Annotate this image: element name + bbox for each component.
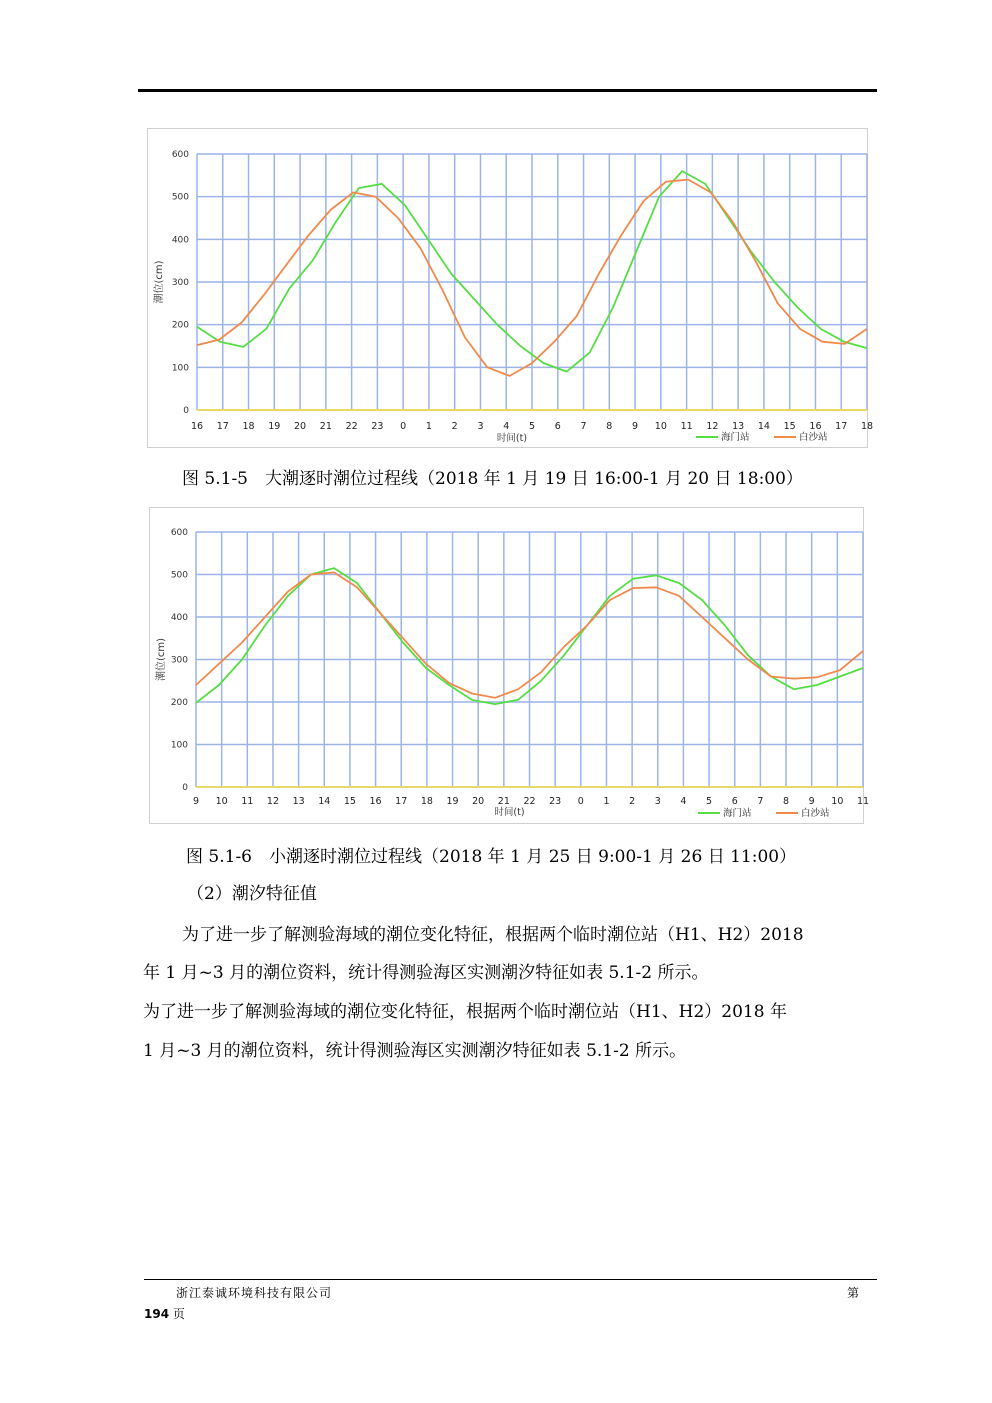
x-tick-label: 19: [268, 421, 281, 432]
x-tick-label: 23: [549, 796, 562, 807]
x-tick-label: 18: [860, 421, 874, 432]
x-tick-label: 17: [216, 421, 229, 432]
x-tick-label: 16: [369, 796, 382, 807]
y-tick-label: 100: [170, 740, 188, 751]
header-rule: [138, 89, 877, 92]
x-tick-label: 0: [400, 421, 407, 432]
figure-caption-5-1-5: 图 5.1-5 大潮逐时潮位过程线（2018 年 1 月 19 日 16:00-1 月 20 日 18:00）: [182, 469, 803, 489]
x-tick-label: 11: [680, 421, 693, 432]
x-tick-label: 17: [395, 796, 408, 807]
legend-label: 海门站: [723, 808, 752, 819]
x-tick-label: 9: [192, 796, 200, 807]
x-tick-label: 19: [446, 796, 459, 807]
x-tick-label: 10: [831, 796, 844, 807]
y-axis-title: 潮位(cm): [156, 637, 167, 682]
y-tick-label: 600: [170, 528, 188, 538]
x-tick-label: 8: [783, 796, 790, 807]
footer-page-number: [144, 1305, 185, 1322]
x-tick-label: 22: [523, 796, 536, 807]
page-number: 194: [144, 1307, 170, 1321]
x-tick-label: 3: [477, 421, 484, 432]
x-tick-label: 13: [292, 796, 305, 807]
x-axis-title: 时间(t): [494, 807, 525, 818]
y-tick-label: 0: [182, 783, 188, 793]
y-tick-label: 0: [183, 406, 189, 416]
y-tick-label: 300: [171, 278, 189, 288]
x-tick-label: 9: [632, 421, 639, 432]
x-tick-label: 11: [241, 796, 254, 807]
paragraph-1-line-1: 为了进一步了解测验海域的潮位变化特征，根据两个临时潮位站（H1、H2）2018: [182, 925, 804, 945]
x-tick-label: 7: [580, 421, 587, 432]
x-tick-label: 15: [783, 421, 796, 432]
x-tick-label: 1: [603, 796, 610, 807]
x-tick-label: 6: [554, 421, 561, 432]
footer-rule: [144, 1279, 877, 1280]
x-tick-label: 1: [425, 421, 432, 432]
x-tick-label: 17: [835, 421, 848, 432]
x-tick-label: 11: [856, 796, 870, 807]
x-tick-label: 4: [503, 421, 510, 432]
x-tick-label: 3: [654, 796, 661, 807]
x-tick-label: 22: [345, 421, 358, 432]
x-tick-label: 5: [706, 796, 713, 807]
x-tick-label: 9: [808, 796, 815, 807]
footer-page-suffix: 页: [172, 1307, 185, 1321]
legend-label: 海门站: [721, 432, 750, 443]
x-axis-title: 时间(t): [496, 433, 528, 444]
x-tick-label: 20: [472, 796, 485, 807]
x-tick-label: 14: [757, 421, 770, 432]
x-tick-label: 16: [190, 421, 204, 432]
x-tick-label: 8: [606, 421, 613, 432]
spring-tide-chart: [147, 128, 874, 448]
figure-caption-5-1-6: 图 5.1-6 小潮逐时潮位过程线（2018 年 1 月 25 日 9:00-1 月 26 日 11:00）: [186, 847, 797, 867]
x-tick-label: 21: [319, 421, 332, 432]
legend-label: 白沙站: [799, 432, 828, 443]
y-tick-label: 400: [170, 613, 188, 623]
x-tick-label: 21: [497, 796, 510, 807]
x-tick-label: 18: [242, 421, 255, 432]
x-tick-label: 16: [809, 421, 822, 432]
x-tick-label: 10: [654, 421, 667, 432]
legend-label: 白沙站: [801, 808, 830, 819]
x-tick-label: 7: [757, 796, 764, 807]
x-tick-label: 0: [577, 796, 584, 807]
x-tick-label: 6: [731, 796, 738, 807]
x-tick-label: 14: [318, 796, 331, 807]
paragraph-1-line-2: 年 1 月~3 月的潮位资料，统计得测验海区实测潮汐特征如表 5.1-2 所示。: [143, 963, 709, 983]
x-tick-label: 13: [732, 421, 745, 432]
x-tick-label: 12: [266, 796, 280, 807]
x-tick-label: 18: [420, 796, 433, 807]
neap-tide-chart-svg: [150, 508, 870, 823]
x-tick-label: 5: [528, 421, 536, 432]
y-tick-label: 500: [170, 570, 188, 581]
x-tick-label: 12: [706, 421, 719, 432]
neap-tide-chart: [149, 507, 870, 824]
x-tick-label: 2: [629, 796, 636, 807]
y-axis-title: 潮位(cm): [154, 260, 165, 304]
section-heading: （2）潮汐特征值: [187, 884, 317, 904]
x-tick-label: 20: [294, 421, 307, 432]
x-tick-label: 2: [451, 421, 458, 432]
footer-company: 浙江泰诚环境科技有限公司: [176, 1286, 333, 1300]
x-tick-label: 4: [680, 796, 687, 807]
paragraph-2-line-1: 为了进一步了解测验海域的潮位变化特征，根据两个临时潮位站（H1、H2）2018 年: [143, 1002, 787, 1022]
paragraph-2-line-2: 1 月~3 月的潮位资料，统计得测验海区实测潮汐特征如表 5.1-2 所示。: [143, 1041, 687, 1061]
y-tick-label: 500: [171, 192, 189, 203]
y-tick-label: 100: [171, 363, 189, 374]
footer-page-prefix: 第: [847, 1286, 860, 1300]
x-tick-label: 15: [343, 796, 356, 807]
x-tick-label: 23: [371, 421, 384, 432]
y-tick-label: 400: [171, 235, 189, 246]
y-tick-label: 600: [171, 150, 189, 160]
y-tick-label: 200: [170, 698, 188, 708]
y-tick-label: 300: [170, 655, 188, 666]
x-tick-label: 10: [215, 796, 228, 807]
spring-tide-chart-svg: [148, 129, 874, 447]
y-tick-label: 200: [171, 320, 189, 331]
